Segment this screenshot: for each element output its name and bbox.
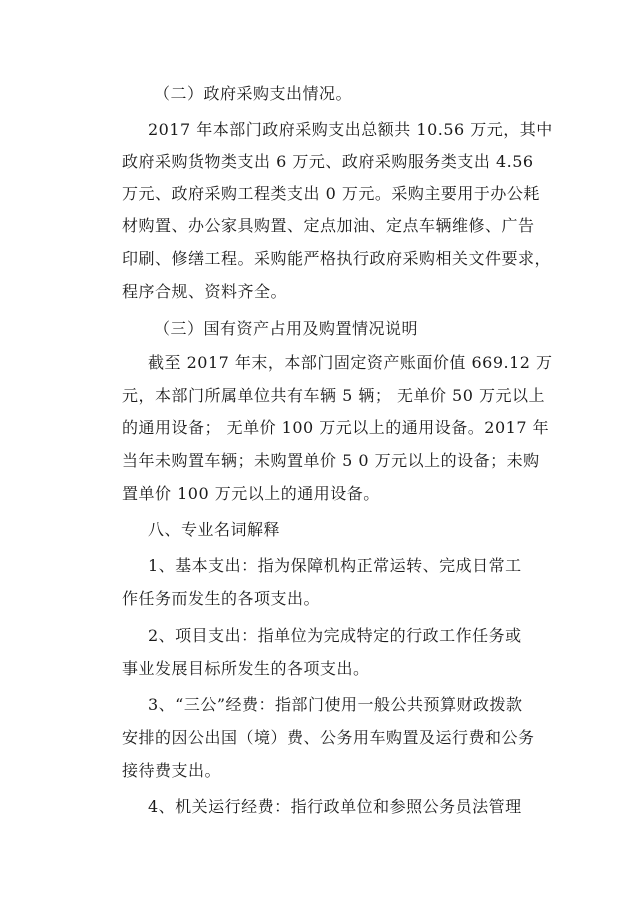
paragraph-line: 元，本部门所属单位共有车辆 5 辆； 无单价 50 万元以上 <box>122 386 545 405</box>
paragraph-line: 印刷、修缮工程。采购能严格执行政府采购相关文件要求， <box>122 249 552 268</box>
section-heading-terms: 八、专业名词解释 <box>148 520 281 539</box>
paragraph-line: 截至 2017 年末，本部门固定资产账面价值 669.12 万 <box>148 353 553 372</box>
paragraph-line: 的通用设备； 无单价 100 万元以上的通用设备。2017 年 <box>122 418 550 437</box>
paragraph-line: 材购置、办公家具购置、定点加油、定点车辆维修、广告 <box>122 216 535 235</box>
definition-line: 2、项目支出：指单位为完成特定的行政工作任务或 <box>148 626 522 645</box>
paragraph-line: 程序合规、资料齐全。 <box>122 282 288 301</box>
paragraph-line: 万元、政府采购工程类支出 0 万元。采购主要用于办公耗 <box>122 184 540 203</box>
definition-line: 事业发展目标所发生的各项支出。 <box>122 659 370 678</box>
section-heading-assets: （三）国有资产占用及购置情况说明 <box>154 319 419 338</box>
paragraph-line: 政府采购货物类支出 6 万元、政府采购服务类支出 4.56 <box>122 152 534 171</box>
definition-line: 4、机关运行经费：指行政单位和参照公务员法管理 <box>148 797 522 816</box>
definition-line: 1、基本支出：指为保障机构正常运转、完成日常工 <box>148 556 522 575</box>
definition-line: 3、“三公”经费：指部门使用一般公共预算财政拨款 <box>148 695 523 714</box>
paragraph-line: 2017 年本部门政府采购支出总额共 10.56 万元，其中 <box>148 120 553 139</box>
paragraph-line: 当年未购置车辆；未购置单价 5 0 万元以上的设备；未购 <box>122 451 540 470</box>
definition-line: 作任务而发生的各项支出。 <box>122 589 321 608</box>
section-heading-procurement: （二）政府采购支出情况。 <box>154 84 353 103</box>
definition-line: 安排的因公出国（境）费、公务用车购置及运行费和公务 <box>122 728 535 747</box>
paragraph-line: 置单价 100 万元以上的通用设备。 <box>122 484 380 503</box>
definition-line: 接待费支出。 <box>122 761 222 780</box>
